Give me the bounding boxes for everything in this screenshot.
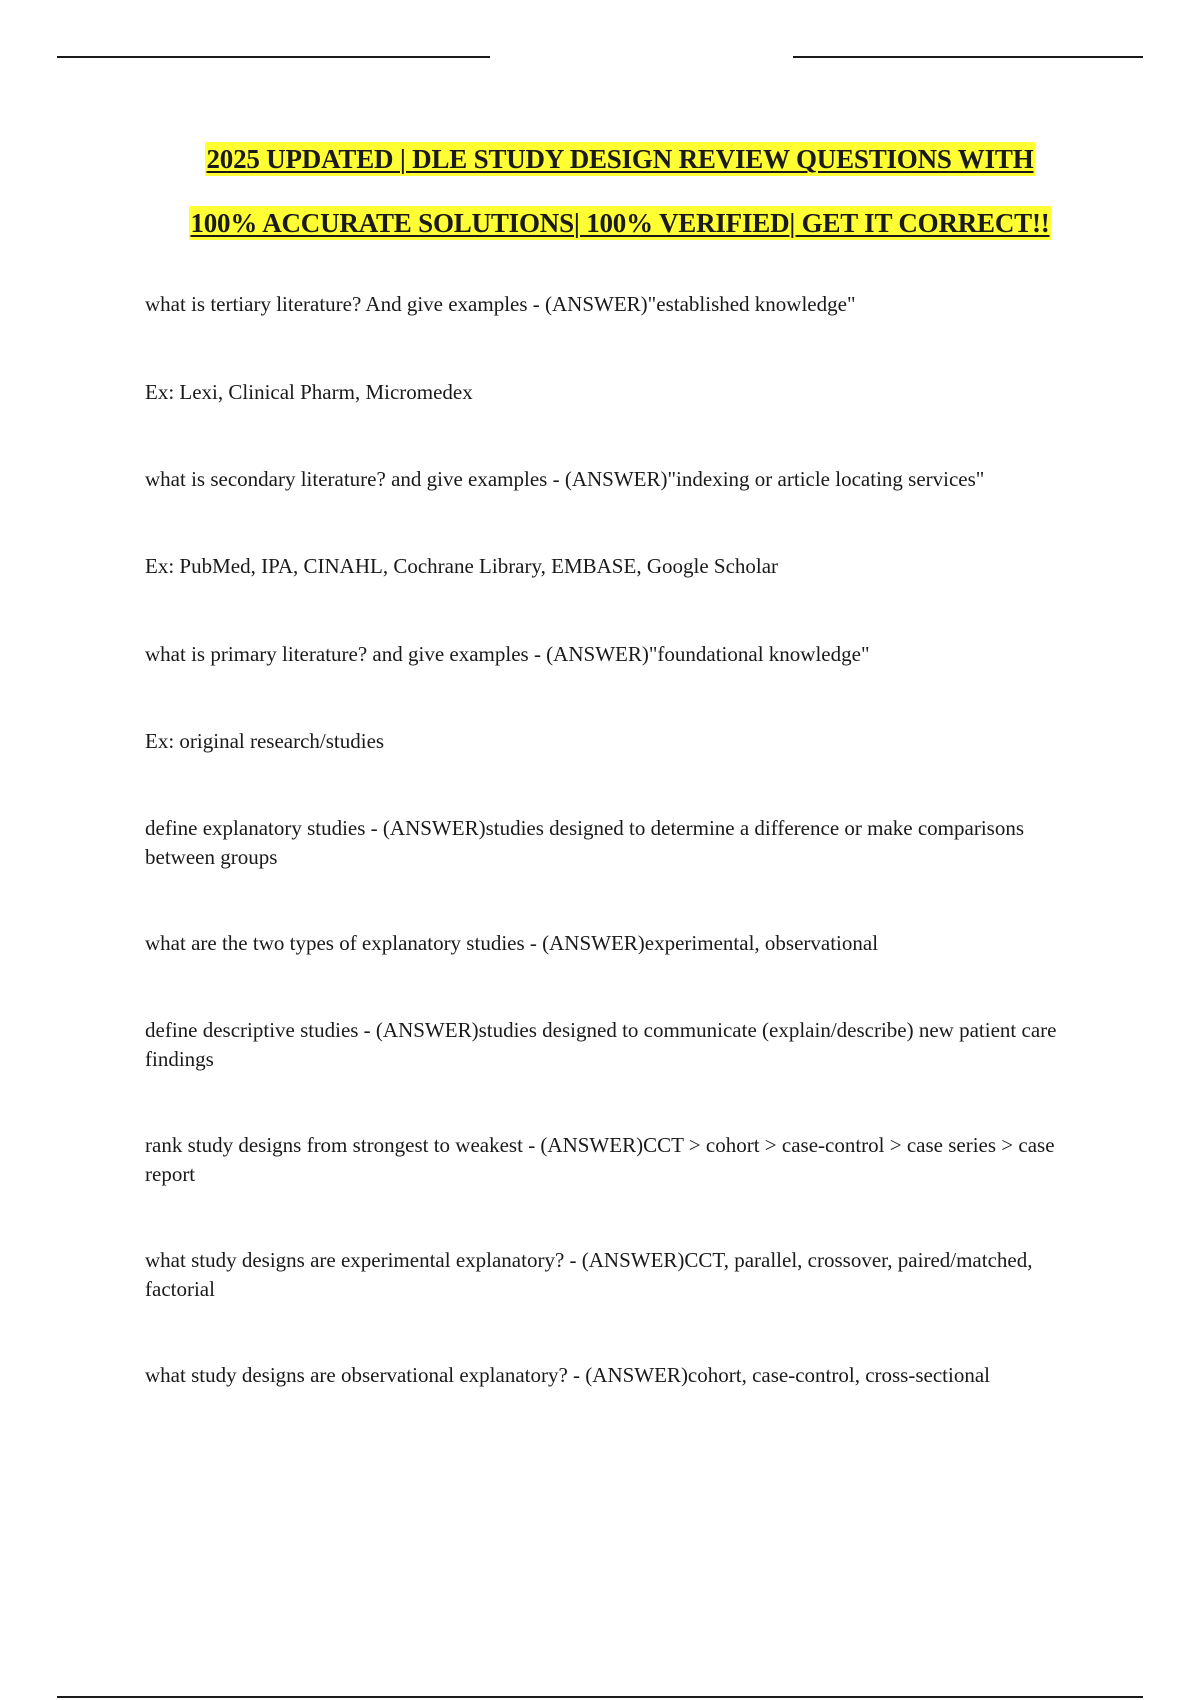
qa-entry-tertiary: what is tertiary literature? And give examples - (ANSWER)"established knowledge" — [145, 292, 856, 316]
qa-example-tertiary: Ex: Lexi, Clinical Pharm, Micromedex — [145, 380, 473, 404]
title-line-2: 100% ACCURATE SOLUTIONS| 100% VERIFIED| GET IT CORRECT!! — [190, 208, 1050, 238]
qa-entry-observational: what study designs are observational explanatory? - (ANSWER)cohort, case-control, cross-sectional — [145, 1363, 990, 1387]
document-title — [0, 142, 1200, 270]
header-rule-left — [57, 56, 490, 58]
header-rule-right — [793, 56, 1143, 58]
qa-entry-explanatory: define explanatory studies - (ANSWER)studies designed to determine a difference or make comparisons between groups — [145, 816, 1025, 869]
footer-rule — [57, 1696, 1143, 1698]
qa-entry-descriptive: define descriptive studies - (ANSWER)studies designed to communicate (explain/describe) new patient care findings — [145, 1018, 1057, 1071]
qa-entry-experimental: what study designs are experimental explanatory? - (ANSWER)CCT, parallel, crossover, paired/matched, factorial — [145, 1248, 1033, 1301]
qa-example-primary: Ex: original research/studies — [145, 729, 385, 753]
title-line-1: 2025 UPDATED | DLE STUDY DESIGN REVIEW QUESTIONS WITH — [206, 144, 1034, 174]
qa-example-secondary: Ex: PubMed, IPA, CINAHL, Cochrane Library, EMBASE, Google Scholar — [145, 554, 779, 578]
qa-entry-secondary: what is secondary literature? and give examples - (ANSWER)"indexing or article locating services" — [145, 467, 985, 491]
qa-entry-explanatory-types: what are the two types of explanatory studies - (ANSWER)experimental, observational — [145, 931, 879, 955]
qa-entry-rank-designs: rank study designs from strongest to weakest - (ANSWER)CCT > cohort > case-control > case series > case report — [145, 1133, 1055, 1186]
qa-entry-primary: what is primary literature? and give examples - (ANSWER)"foundational knowledge" — [145, 642, 870, 666]
